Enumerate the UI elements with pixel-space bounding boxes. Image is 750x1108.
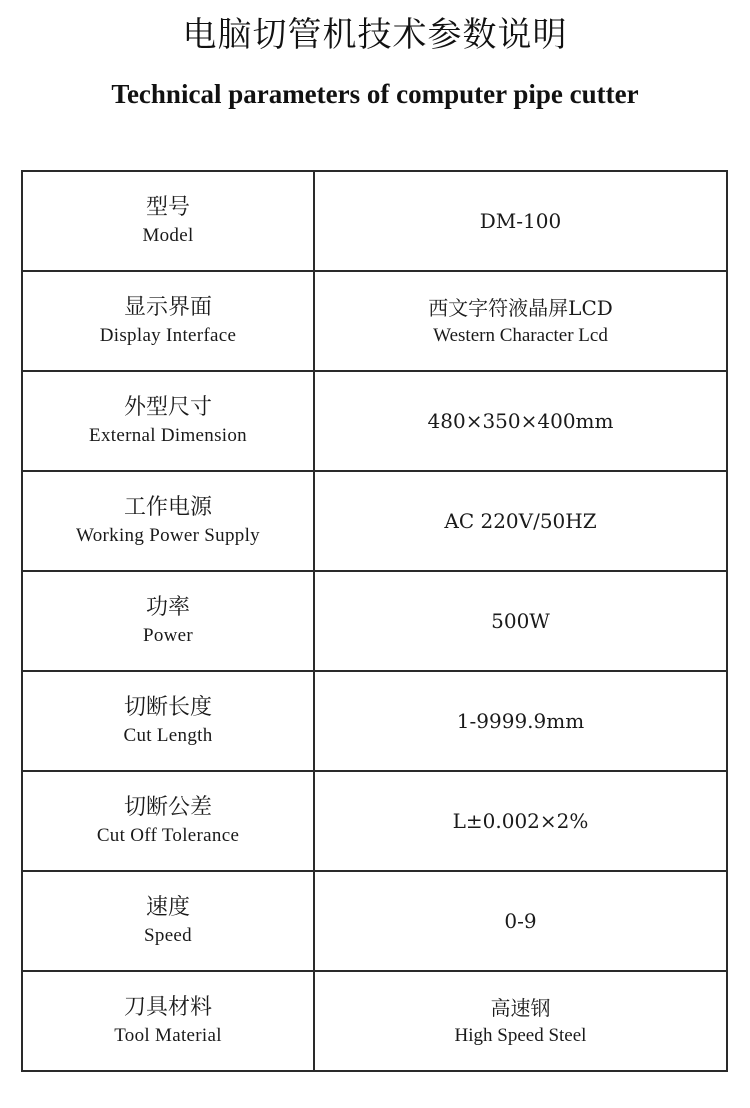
spec-label-cell <box>22 871 314 971</box>
spec-value: 480×350×400mm <box>427 409 614 433</box>
spec-label-en: Cut Off Tolerance <box>96 825 240 846</box>
spec-value: 高速钢 <box>490 996 551 1020</box>
spec-value-cell <box>314 771 727 871</box>
spec-value-cell <box>314 871 727 971</box>
spec-label-en: Cut Length <box>123 725 213 746</box>
spec-value-cell <box>314 471 727 571</box>
spec-label-cn: 工作电源 <box>123 495 212 520</box>
spec-row-power <box>22 571 727 671</box>
spec-label-cell <box>22 471 314 571</box>
spec-row-speed <box>22 871 727 971</box>
spec-label-en: Display Interface <box>99 325 237 346</box>
spec-value-cell <box>314 671 727 771</box>
spec-label-cell <box>22 971 314 1071</box>
spec-label-cell <box>22 271 314 371</box>
spec-value: 1-9999.9mm <box>456 709 585 733</box>
spec-value-cell <box>314 371 727 471</box>
spec-row-external-dimension <box>22 371 727 471</box>
spec-row-display-interface <box>22 271 727 371</box>
spec-label-cn: 外型尺寸 <box>123 395 212 420</box>
spec-value: 0-9 <box>504 909 537 933</box>
spec-label-cn: 功率 <box>145 595 190 620</box>
spec-label-en: Working Power Supply <box>76 525 260 546</box>
spec-value-cell <box>314 171 727 271</box>
spec-label-en: Model <box>142 225 194 246</box>
spec-label-en: Speed <box>144 925 192 946</box>
spec-row-working-power-supply <box>22 471 727 571</box>
spec-label-cell <box>22 671 314 771</box>
page-title-english: Technical parameters of computer pipe cutter <box>111 79 639 109</box>
spec-row-tool-material <box>22 971 727 1071</box>
spec-value: AC 220V/50HZ <box>444 509 597 533</box>
spec-label-cn: 切断公差 <box>123 795 212 820</box>
spec-value: 西文字符液晶屏LCD <box>428 296 613 320</box>
spec-label-cell <box>22 171 314 271</box>
spec-value-cell <box>314 571 727 671</box>
spec-label-en: Power <box>142 625 194 646</box>
spec-value: DM-100 <box>479 209 562 233</box>
spec-label-cn: 刀具材料 <box>123 995 212 1020</box>
spec-label-cell <box>22 571 314 671</box>
spec-value: L±0.002×2% <box>452 809 589 833</box>
spec-row-cut-length <box>22 671 727 771</box>
spec-value-cell <box>314 971 727 1071</box>
spec-label-cell <box>22 771 314 871</box>
spec-label-en: External Dimension <box>89 425 247 446</box>
spec-label-cell <box>22 371 314 471</box>
spec-row-model <box>22 171 727 271</box>
spec-label-cn: 速度 <box>145 895 190 920</box>
spec-label-cn: 显示界面 <box>123 295 212 320</box>
spec-value-cell <box>314 271 727 371</box>
spec-label-en: Tool Material <box>114 1025 222 1046</box>
spec-value-en: High Speed Steel <box>454 1025 587 1046</box>
spec-table <box>21 170 728 1072</box>
spec-label-cn: 切断长度 <box>123 695 212 720</box>
spec-value-en: Western Character Lcd <box>433 325 608 346</box>
spec-label-cn: 型号 <box>145 195 190 220</box>
spec-row-cut-off-tolerance <box>22 771 727 871</box>
page-title-chinese: 电脑切管机技术参数说明 <box>182 15 568 55</box>
spec-value: 500W <box>491 609 550 633</box>
